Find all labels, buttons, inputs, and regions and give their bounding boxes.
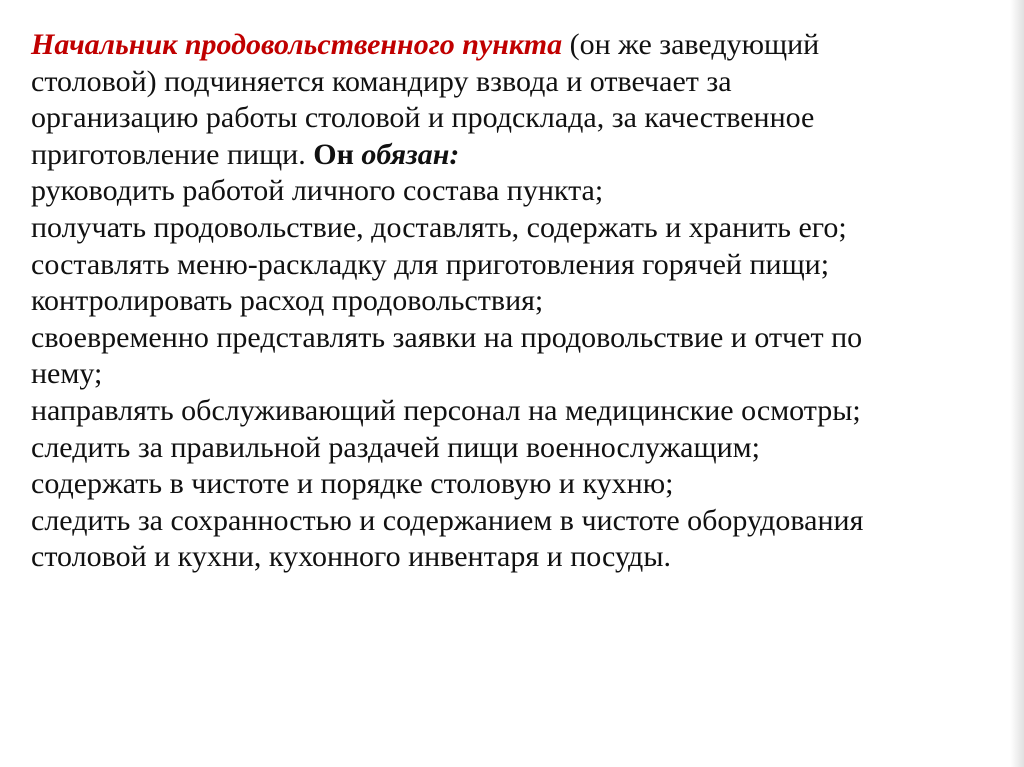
duty-line: составлять меню-раскладку для приготовления горячей пищи; (31, 247, 830, 281)
intro-line-4 (31, 137, 991, 174)
intro-line-3: организацию работы столовой и продсклада, за качественное (31, 101, 815, 135)
intro-line-1 (31, 27, 991, 64)
duty-line: своевременно представлять заявки на продовольствие и отчет по (31, 320, 863, 354)
intro-line-1-rest: (он же заведующий (562, 28, 820, 61)
duty-line: столовой и кухни, кухонного инвентаря и посуды. (31, 540, 671, 574)
duty-line: руководить работой личного состава пункта; (31, 174, 604, 208)
duty-line: нему; (31, 357, 103, 391)
duty-line: контролировать расход продовольствия; (31, 284, 544, 318)
duty-line: направлять обслуживающий персонал на медицинские осмотры; (31, 393, 861, 427)
he-word: Он (313, 137, 354, 171)
title-phrase: Начальник продовольственного пункта (31, 28, 563, 61)
intro-line-2: столовой) подчиняется командиру взвода и отвечает за (31, 64, 732, 98)
slide-edge-shadow (1010, 0, 1024, 767)
duty-line: следить за правильной раздачей пищи военнослужащим; (31, 430, 760, 464)
intro-line-4-text: приготовление пищи. (31, 137, 314, 171)
slide-body-text (31, 27, 991, 576)
obliged-word: обязан: (361, 137, 460, 171)
duty-line: следить за сохранностью и содержанием в чистоте оборудования (31, 503, 864, 537)
duty-line: получать продовольствие, доставлять, содержать и хранить его; (31, 210, 847, 244)
duty-line: содержать в чистоте и порядке столовую и кухню; (31, 467, 674, 501)
